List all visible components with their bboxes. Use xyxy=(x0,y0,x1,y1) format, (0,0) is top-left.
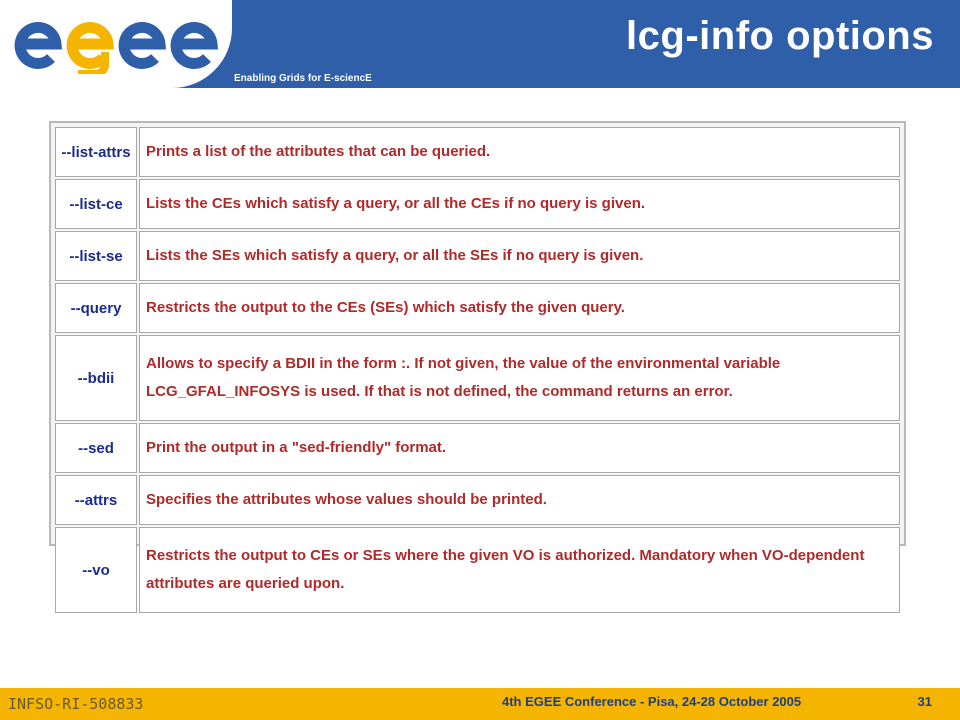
header-band xyxy=(0,0,960,88)
footer-band xyxy=(0,688,960,720)
page-number: 31 xyxy=(917,694,932,709)
table-row xyxy=(55,335,900,421)
option-description: Specifies the attributes whose values should be printed. xyxy=(139,475,900,525)
option-description: Lists the CEs which satisfy a query, or all the CEs if no query is given. xyxy=(139,179,900,229)
option-name: --bdii xyxy=(55,335,137,421)
option-description: Lists the SEs which satisfy a query, or all the SEs if no query is given. xyxy=(139,231,900,281)
table-row xyxy=(55,283,900,333)
option-description: Print the output in a "sed-friendly" format. xyxy=(139,423,900,473)
option-description: Restricts the output to CEs or SEs where the given VO is authorized. Mandatory when VO-dependent attributes are queried upon. xyxy=(139,527,900,613)
option-description: Restricts the output to the CEs (SEs) which satisfy the given query. xyxy=(139,283,900,333)
option-name: --query xyxy=(55,283,137,333)
table-row xyxy=(55,527,900,613)
options-table-frame xyxy=(49,121,906,592)
table-row xyxy=(55,475,900,525)
options-table xyxy=(53,125,902,615)
table-row xyxy=(55,179,900,229)
option-name: --sed xyxy=(55,423,137,473)
table-row xyxy=(55,423,900,473)
table-row xyxy=(55,231,900,281)
option-name: --vo xyxy=(55,527,137,613)
page-title: lcg-info options xyxy=(626,14,934,58)
conference-name: 4th EGEE Conference - Pisa, 24-28 October 2005 xyxy=(502,694,802,709)
option-name: --list-se xyxy=(55,231,137,281)
egee-logo xyxy=(14,14,220,74)
option-description: Allows to specify a BDII in the form :. If not given, the value of the environmental variable LCG_GFAL_INFOSYS is used. If that is not defined, the command returns an error. xyxy=(139,335,900,421)
table-row xyxy=(55,127,900,177)
option-description: Prints a list of the attributes that can be queried. xyxy=(139,127,900,177)
tagline: Enabling Grids for E-sciencE xyxy=(234,73,372,84)
option-name: --attrs xyxy=(55,475,137,525)
option-name: --list-attrs xyxy=(55,127,137,177)
logo-panel xyxy=(0,0,232,88)
project-id: INFSO-RI-508833 xyxy=(8,695,144,713)
option-name: --list-ce xyxy=(55,179,137,229)
